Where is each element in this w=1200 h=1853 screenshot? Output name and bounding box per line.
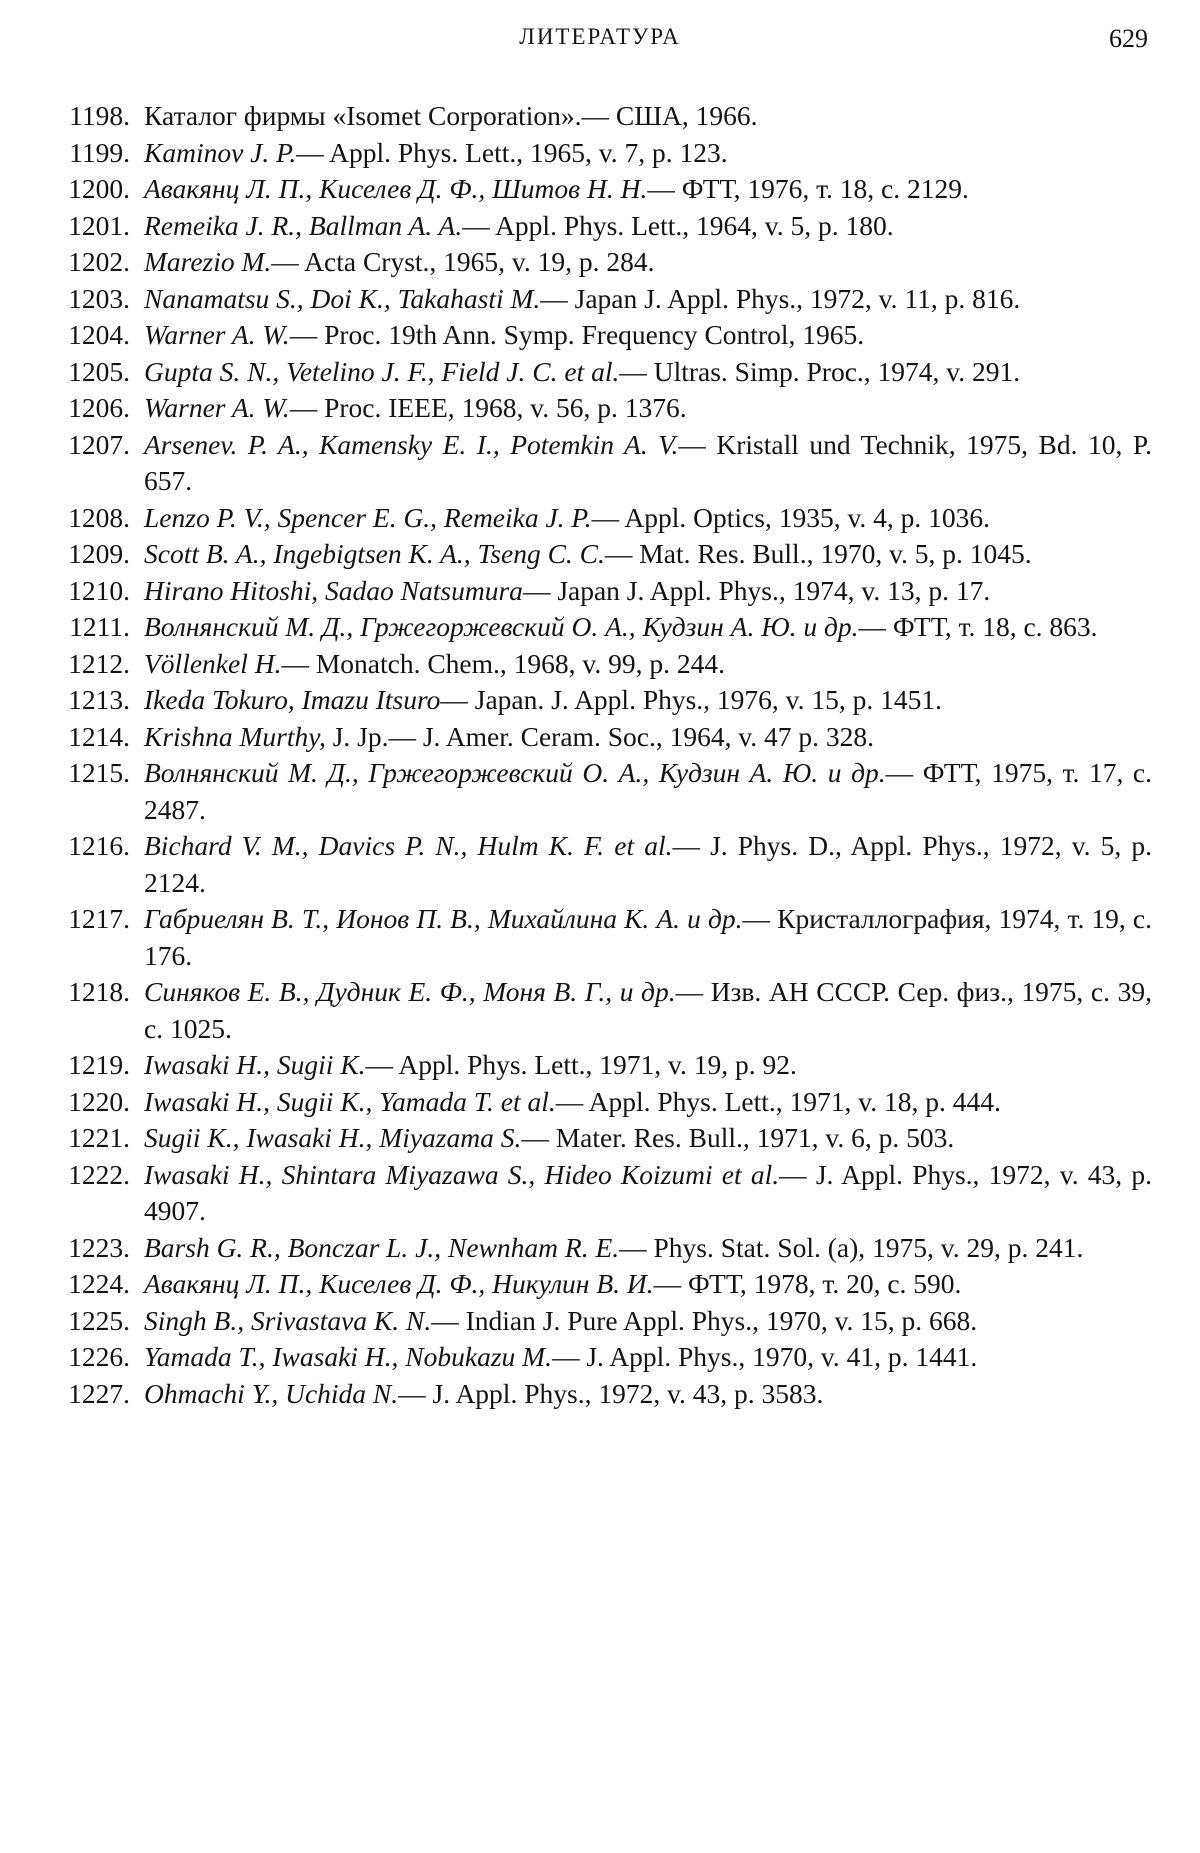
- reference-authors: Sugii K., Iwasaki H., Miyazama S.: [144, 1122, 522, 1153]
- reference-entry: [42, 828, 1152, 901]
- reference-text: [130, 755, 1152, 828]
- reference-number: 1215.: [68, 757, 130, 788]
- reference-text: [130, 1120, 1152, 1157]
- reference-source: — ФТТ, 1975, т. 17, с. 2487.: [144, 757, 1152, 825]
- reference-entry: [42, 1120, 1152, 1157]
- reference-source: — Monatch. Chem., 1968, v. 99, p. 244.: [281, 647, 725, 679]
- reference-text: [130, 208, 1152, 245]
- reference-entry: [42, 1376, 1152, 1413]
- reference-number: 1201.: [68, 209, 130, 241]
- reference-authors: Iwasaki H., Sugii K., Yamada T. et al.: [144, 1085, 556, 1117]
- reference-source: — J. Appl. Phys., 1970, v. 41, p. 1441.: [551, 1341, 978, 1372]
- reference-source: — ФТТ, 1978, т. 20, с. 590.: [653, 1268, 962, 1299]
- reference-entry: [42, 427, 1152, 500]
- reference-number: 1219.: [68, 1049, 130, 1080]
- reference-number: 1202.: [68, 246, 130, 277]
- reference-entry: [42, 682, 1152, 719]
- reference-number: 1217.: [68, 903, 130, 934]
- reference-text: [130, 427, 1152, 500]
- reference-text: [130, 1303, 1152, 1340]
- reference-number: 1218.: [68, 976, 130, 1007]
- reference-entry: [42, 1047, 1152, 1084]
- reference-text: [130, 974, 1152, 1047]
- reference-text: [130, 390, 1152, 427]
- reference-entry: [42, 1266, 1152, 1303]
- reference-entry: [42, 171, 1152, 208]
- reference-source: — Phys. Stat. Sol. (a), 1975, v. 29, p. 241.: [619, 1231, 1084, 1263]
- reference-entry: [42, 98, 1152, 135]
- reference-text: [130, 135, 1152, 172]
- reference-number: 1227.: [68, 1377, 130, 1409]
- reference-entry: [42, 1084, 1152, 1121]
- reference-text: [130, 98, 1152, 135]
- reference-source: — ФТТ, т. 18, с. 863.: [858, 611, 1098, 642]
- reference-entry: [42, 244, 1152, 281]
- reference-number: 1224.: [68, 1268, 130, 1299]
- reference-entry: [42, 390, 1152, 427]
- reference-text: [130, 354, 1152, 391]
- reference-number: 1220.: [68, 1085, 130, 1117]
- reference-number: 1204.: [68, 319, 130, 350]
- reference-entry: [42, 646, 1152, 683]
- reference-text: [130, 536, 1152, 573]
- reference-entry: [42, 1303, 1152, 1340]
- reference-text: [130, 828, 1152, 901]
- reference-text: [130, 1230, 1152, 1267]
- reference-source: — Proc. 19th Ann. Symp. Frequency Control, 1965.: [289, 319, 865, 350]
- running-header-title: ЛИТЕРАТУРА: [519, 24, 681, 49]
- reference-authors: Волнянский М. Д., Гржегоржевский О. А., Кудзин А. Ю. и др.: [144, 611, 859, 642]
- reference-number: 1211.: [69, 611, 130, 642]
- reference-source: — J. Appl. Phys., 1972, v. 43, p. 4907.: [144, 1158, 1152, 1226]
- reference-text: [130, 244, 1152, 281]
- reference-number: 1207.: [68, 428, 130, 460]
- reference-number: 1225.: [68, 1304, 130, 1336]
- reference-authors: Arsenev. P. A., Kamensky E. I., Potemkin A. V.: [144, 428, 679, 460]
- reference-entry: [42, 317, 1152, 354]
- reference-authors: Warner A. W.: [144, 319, 290, 350]
- reference-authors: Синяков Е. В., Дудник Е. Ф., Моня В. Г., и др.: [144, 976, 676, 1007]
- reference-authors: Völlenkel H.: [144, 647, 282, 679]
- reference-text: [130, 646, 1152, 683]
- reference-number: 1214.: [68, 720, 130, 752]
- reference-entry: [42, 500, 1152, 537]
- reference-source: — J. Phys. D., Appl. Phys., 1972, v. 5, p. 2124.: [144, 830, 1152, 898]
- reference-text: [130, 500, 1152, 537]
- reference-number: 1199.: [69, 136, 130, 168]
- reference-entry: [42, 536, 1152, 573]
- reference-source: — Japan J. Appl. Phys., 1972, v. 11, p. 816.: [540, 282, 1021, 314]
- reference-authors: Marezio M.: [144, 246, 272, 277]
- reference-authors: Gupta S. N., Vetelino J. F., Field J. C. et al.: [144, 355, 620, 387]
- reference-source: J. Jp.— J. Amer. Ceram. Soc., 1964, v. 47 p. 328.: [325, 720, 875, 752]
- reference-number: 1222.: [68, 1158, 130, 1190]
- reference-number: 1203.: [68, 282, 130, 314]
- reference-text: [130, 1376, 1152, 1413]
- reference-text: [130, 573, 1152, 610]
- reference-source: — Appl. Phys. Lett., 1971, v. 19, p. 92.: [365, 1049, 797, 1080]
- page-number: 629: [1109, 24, 1148, 53]
- reference-source: — Ultras. Simp. Proc., 1974, v. 291.: [619, 355, 1021, 387]
- reference-text: [130, 1266, 1152, 1303]
- reference-authors: Авакянц Л. П., Киселев Д. Ф., Никулин В. И.: [144, 1268, 654, 1299]
- reference-authors: Авакянц Л. П., Киселев Д. Ф., Шитов Н. Н.: [144, 173, 648, 204]
- reference-text: [130, 171, 1152, 208]
- reference-text: [130, 281, 1152, 318]
- reference-number: 1198.: [69, 100, 130, 131]
- reference-entry: [42, 573, 1152, 610]
- reference-list: [42, 98, 1152, 1412]
- reference-source: — J. Appl. Phys., 1972, v. 43, p. 3583.: [398, 1377, 824, 1409]
- reference-number: 1221.: [68, 1122, 130, 1153]
- reference-entry: [42, 901, 1152, 974]
- reference-entry: [42, 281, 1152, 318]
- reference-source: — Acta Cryst., 1965, v. 19, p. 284.: [271, 246, 655, 277]
- reference-number: 1216.: [68, 830, 130, 861]
- reference-entry: [42, 135, 1152, 172]
- reference-authors: Габриелян В. Т., Ионов П. В., Михайлина К. А. и др.: [144, 903, 743, 934]
- reference-authors: Hirano Hitoshi, Sadao Natsumura: [144, 574, 523, 606]
- reference-text: [130, 719, 1152, 756]
- reference-text: [130, 1047, 1152, 1084]
- reference-authors: Ohmachi Y., Uchida N.: [144, 1377, 399, 1409]
- reference-source: — Japan J. Appl. Phys., 1974, v. 13, p. 17.: [522, 574, 991, 606]
- reference-number: 1213.: [68, 684, 130, 715]
- reference-entry: [42, 1230, 1152, 1267]
- reference-authors: Warner A. W.: [144, 392, 290, 423]
- reference-source: Каталог фирмы «Isomet Corporation».— США, 1966.: [144, 100, 758, 131]
- reference-authors: Волнянский М. Д., Гржегоржевский О. А., Кудзин А. Ю. и др.: [144, 757, 886, 788]
- reference-text: [130, 682, 1152, 719]
- reference-number: 1200.: [68, 173, 130, 204]
- reference-source: — ФТТ, 1976, т. 18, с. 2129.: [647, 173, 969, 204]
- reference-entry: [42, 755, 1152, 828]
- reference-authors: Remeika J. R., Ballman A. A.: [144, 209, 463, 241]
- reference-authors: Ikeda Tokuro, Imazu Itsuro: [144, 684, 441, 715]
- reference-number: 1210.: [68, 574, 130, 606]
- reference-entry: [42, 719, 1152, 756]
- reference-authors: Barsh G. R., Bonczar L. J., Newnham R. E.: [144, 1231, 620, 1263]
- reference-number: 1209.: [68, 538, 130, 569]
- reference-number: 1212.: [68, 647, 130, 679]
- reference-number: 1226.: [68, 1341, 130, 1372]
- reference-text: [130, 1157, 1152, 1230]
- reference-entry: [42, 1157, 1152, 1230]
- reference-source: — Japan. J. Appl. Phys., 1976, v. 15, p. 1451.: [440, 684, 943, 715]
- reference-number: 1205.: [68, 355, 130, 387]
- reference-number: 1208.: [68, 501, 130, 533]
- reference-entry: [42, 208, 1152, 245]
- reference-authors: Iwasaki H., Sugii K.: [144, 1049, 366, 1080]
- reference-source: — Mater. Res. Bull., 1971, v. 6, p. 503.: [521, 1122, 955, 1153]
- reference-entry: [42, 1339, 1152, 1376]
- reference-source: — Proc. IEEE, 1968, v. 56, p. 1376.: [289, 392, 687, 423]
- reference-entry: [42, 354, 1152, 391]
- reference-authors: Nanamatsu S., Doi K., Takahasti M.: [144, 282, 541, 314]
- reference-authors: Krishna Murthy,: [144, 720, 326, 752]
- reference-text: [130, 317, 1152, 354]
- reference-source: — Изв. АН СССР. Сер. физ., 1975, с. 39, с. 1025.: [144, 976, 1152, 1044]
- reference-text: [130, 609, 1152, 646]
- reference-source: — Appl. Phys. Lett., 1964, v. 5, p. 180.: [462, 209, 894, 241]
- reference-authors: Singh B., Srivastava K. N.: [144, 1304, 432, 1336]
- reference-number: 1223.: [68, 1231, 130, 1263]
- reference-entry: [42, 974, 1152, 1047]
- reference-text: [130, 901, 1152, 974]
- reference-source: — Kristall und Technik, 1975, Bd. 10, P. 657.: [144, 428, 1152, 496]
- reference-source: — Appl. Phys. Lett., 1971, v. 18, p. 444.: [555, 1085, 1001, 1117]
- reference-number: 1206.: [68, 392, 130, 423]
- reference-source: — Appl. Phys. Lett., 1965, v. 7, p. 123.: [296, 136, 728, 168]
- reference-source: — Mat. Res. Bull., 1970, v. 5, p. 1045.: [604, 538, 1032, 569]
- reference-entry: [42, 609, 1152, 646]
- reference-source: — Кристаллография, 1974, т. 19, с. 176.: [144, 903, 1152, 971]
- reference-authors: Bichard V. M., Davics P. N., Hulm K. F. et al.: [144, 830, 673, 861]
- reference-authors: Yamada T., Iwasaki H., Nobukazu M.: [144, 1341, 552, 1372]
- reference-source: — Appl. Optics, 1935, v. 4, p. 1036.: [591, 501, 991, 533]
- reference-authors: Kaminov J. P.: [144, 136, 297, 168]
- reference-authors: Iwasaki H., Shintara Miyazawa S., Hideo Koizumi et al.: [144, 1158, 780, 1190]
- reference-authors: Scott B. A., Ingebigtsen K. A., Tseng C. C.: [144, 538, 605, 569]
- reference-text: [130, 1084, 1152, 1121]
- reference-text: [130, 1339, 1152, 1376]
- reference-source: — Indian J. Pure Appl. Phys., 1970, v. 15, p. 668.: [431, 1304, 978, 1336]
- reference-authors: Lenzo P. V., Spencer E. G., Remeika J. P.: [144, 501, 592, 533]
